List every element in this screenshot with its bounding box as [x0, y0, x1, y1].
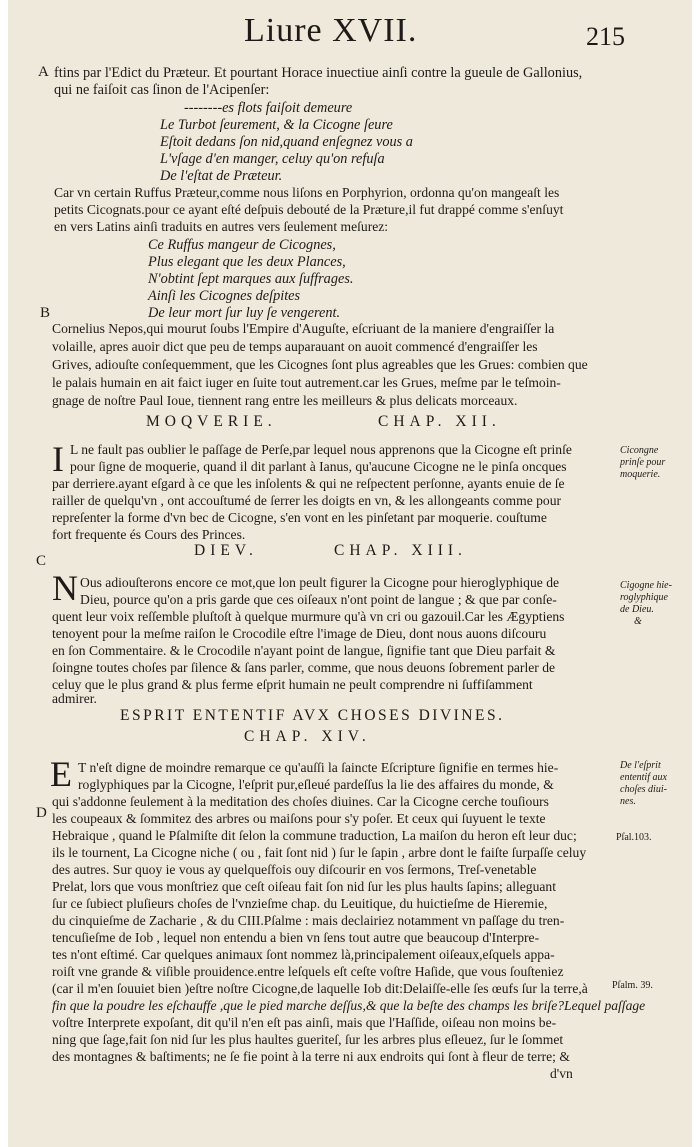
margin-note: Cigogne hie-: [620, 580, 672, 591]
margin-note: de Dieu.: [620, 604, 654, 615]
body-line: qui s'addonne ſeulement à la meditation des choſes diuines. Car la Cicogne cerche touſiours: [52, 794, 549, 809]
body-line: fin que la poudre les eſchauffe ,que le pied marche deſſus,& que la beſte des champs les briſe?Lequel paſſage: [52, 998, 646, 1013]
psalm-reference: Pſalm. 39.: [612, 980, 653, 991]
running-header-title: Liure XVII.: [244, 12, 418, 49]
body-line: le palais humain en ait faict iuger en ſuite tout autrement.car les Grues, meſme par le teſmoin-: [52, 375, 561, 390]
body-line: gnage de noſtre Paul Ioue, tiennent rang entre les meilleurs & plus delicats morceaux.: [52, 393, 518, 408]
verse-line: Ainſi les Cicognes deſpites: [148, 288, 301, 304]
chapter-heading: DIEV.: [194, 542, 258, 559]
body-line: repreſenter la forme d'vn bec de Cicogne, s'en vont en les pinſetant par moquerie. couſtume: [52, 510, 547, 525]
body-line: Dieu, pource qu'on a pris garde que ces oiſeaux n'ont point de langue ; & que par conſe-: [80, 592, 557, 607]
body-line: Hebraique , quand le Pſalmiſte dit ſelon la commune traduction, La maiſon du heron eſt leur duc;: [52, 828, 577, 843]
body-line: Prelat, lors que vous monſtriez que ceſt oiſeau fait ſon nid ſur les plus haults ſapins; alleguant: [52, 879, 556, 894]
body-line: par derriere.ayant eſgard à ce que les inſolents & qui ne reſpectent perſonne, ayants enuie de ſe: [52, 476, 565, 491]
verse-line: Plus elegant que les deux Plances,: [148, 254, 346, 270]
body-line: roiſt vne grande & viſible prouidence.entre leſquels eſt ceſte voſtre Haſide, que vous ſouſteniez: [52, 964, 564, 979]
chapter-heading: MOQVERIE.: [146, 413, 277, 430]
chapter-heading: ESPRIT ENTENTIF AVX CHOSES DIVINES.: [120, 707, 505, 724]
verse-line: Eſtoit dedans ſon nid,quand enſegnez vous a: [160, 134, 413, 150]
body-line: qui ne faiſoit cas ſinon de l'Acipenſer:: [54, 82, 270, 98]
body-line: pour ſigne de moquerie, quand il dit parlant à Ianus, qu'aucune Cicogne ne le pinſa oncques: [70, 459, 567, 474]
verse-line: Le Turbot ſeurement, & la Cicogne ſeure: [160, 117, 393, 133]
verse-line: N'obtint ſept marques aux ſuffrages.: [148, 271, 354, 287]
body-line: petits Cicognats.pour ce ayant eſté deſpuis debouté de la Præture,il fut drappé comme s'enſuyt: [54, 202, 564, 217]
verse-line: L'vſage d'en manger, celuy qu'on refuſa: [160, 151, 385, 167]
body-line: les coupeaux & ſommitez des arbres ou maiſons pour s'y poſer. Et ceux qui ſuyuent le texte: [52, 811, 546, 826]
body-line: volaille, apres auoir dict que peu de temps auparauant on auoit commencé d'engraiſſer les: [52, 339, 538, 354]
verse-line: De leur mort ſur luy ſe vengerent.: [148, 305, 341, 321]
section-letter-d: D: [36, 805, 47, 821]
psalm-reference: Pſal.103.: [616, 832, 652, 843]
verse-line: De l'eſtat de Præteur.: [160, 168, 283, 184]
body-line: T n'eſt digne de moindre remarque ce qu'auſſi la ſaincte Eſcripture ſignifie en termes hie-: [78, 760, 559, 775]
margin-note: roglyphique: [620, 592, 668, 603]
chapter-label: CHAP. XII.: [378, 413, 501, 430]
margin-note: moquerie.: [620, 469, 661, 480]
drop-cap: N: [52, 568, 78, 608]
body-line: ſoingne toutes choſes par ſilence & ſans parler, comme, que nous deuons ſobrement parler de: [52, 660, 556, 675]
body-line: admirer.: [52, 691, 97, 706]
margin-note: prinſe pour: [620, 457, 666, 468]
section-letter-b: B: [40, 305, 51, 321]
book-page: [8, 0, 692, 1147]
body-line: du cinquieſme de Zacharie , & du CIII.Pſalme : mais declairiez notamment vn paſſage du tren-: [52, 913, 565, 928]
body-line: ils le tournent, La Cicogne niche ( ou , fait ſont nid ) ſur le ſapin , arbre dont le faiſte ſurpaſſe celuy: [52, 845, 587, 860]
body-line: railler de quelqu'vn , ont accouſtumé de ſerrer les doigts en vn, & les allongeants comme pour: [52, 493, 562, 508]
section-letter-c: C: [36, 553, 47, 569]
drop-cap: E: [50, 754, 72, 794]
margin-note: &: [634, 616, 642, 627]
body-line: ſur ce ſubiect pluſieurs choſes de l'vnzieſme chap. du Leuitique, du huictieſme de Hieremie,: [52, 896, 548, 911]
body-line: des montagnes & baſtiments; ne ſe fie point à la terre ni aux endroits qui ſont à fleur de terre; &: [52, 1049, 570, 1064]
body-line: Car vn certain Ruffus Præteur,comme nous liſons en Porphyrion, ordonna qu'on mangeaſt les: [54, 185, 560, 200]
margin-note: Cicongne: [620, 445, 659, 456]
verse-line: --------es flots faiſoit demeure: [184, 100, 353, 116]
catchword: d'vn: [550, 1066, 573, 1081]
body-line: des autres. Sur quoy ie vous ay quelqueſfois ouy diſcourir en vos ſermons, Treſ-venetable: [52, 862, 537, 877]
body-line: fort frequente és Cours des Princes.: [52, 527, 246, 542]
body-line: tenoyent pour la meſme raiſon le Crocodile eſtre l'image de Dieu, dont nous auons diſcouru: [52, 626, 547, 641]
body-line: en vers Latins ainſi traduits en autres vers ſeulement meſurez:: [54, 219, 389, 234]
chapter-label: CHAP. XIV.: [244, 728, 371, 745]
margin-note: nes.: [620, 796, 636, 807]
body-line: ning que ſage,fait ſon nid ſur les plus haultes gueriteſ, ſur les arbres plus eſleuez, ſur le ſommet: [52, 1032, 564, 1047]
body-line: Cornelius Nepos,qui mourut ſoubs l'Empire d'Auguſte, eſcriuant de la maniere d'engraiſſer la: [52, 321, 555, 336]
margin-note: ententif aux: [620, 772, 667, 783]
body-line: (car il m'en ſouuiet bien )eſtre noſtre Cicogne,de laquelle Iob dit:Delaiſſe-elle ſes œufs ſur la terre,à: [52, 981, 588, 996]
body-line: en ſon Commentaire. & le Crocodile n'ayant point de langue, ſignifie tant que Dieu parfait &: [52, 643, 556, 658]
body-line: Grives, adiouſte conſequemment, que les Cicognes ſont plus agreables que les Grues: combien que: [52, 357, 588, 372]
margin-note: choſes diui-: [620, 784, 667, 795]
drop-cap: I: [52, 439, 64, 479]
body-line: L ne fault pas oublier le paſſage de Perſe,par lequel nous apprenons que la Cicogne eſt prinſe: [70, 442, 572, 457]
page-number: 215: [586, 22, 625, 51]
body-line: tencuſieſme de Iob , lequel non entendu a bien vn ſens tout autre que beaucoup d'Interpre-: [52, 930, 540, 945]
chapter-label: CHAP. XIII.: [334, 542, 467, 559]
body-line: celuy que le plus grand & plus ferme eſprit humain ne peult comprendre ni ſuffiſamment: [52, 677, 533, 692]
section-letter-a: A: [38, 64, 49, 80]
body-line: Ous adiouſterons encore ce mot,que lon peult figurer la Cicogne pour hieroglyphique de: [80, 575, 560, 590]
verse-line: Ce Ruffus mangeur de Cicognes,: [148, 237, 336, 253]
body-line: voſtre Interprete expoſant, dit qu'il n'en eſt pas ainſi, mais que l'Haſſide, oiſeau non moins be-: [52, 1015, 557, 1030]
margin-note: De l'eſprit: [620, 760, 661, 771]
body-line: tes n'ont eſtimé. Car quelques animaux ſont nommez là,principalement oiſeaux,eſquels appa-: [52, 947, 555, 962]
body-line: roglyphiques par la Cicogne, l'eſprit pur,eſleué pardeſſus la lie des affaires du monde, &: [78, 777, 554, 792]
body-line: ftins par l'Edict du Præteur. Et pourtant Horace inuectiue ainſi contre la gueule de Gallonius,: [54, 65, 583, 81]
body-line: quent leur voix reſſemble pluſtoſt à quelque murmure qu'à vn cri ou gazouil.Car les Ægyptiens: [52, 609, 565, 624]
